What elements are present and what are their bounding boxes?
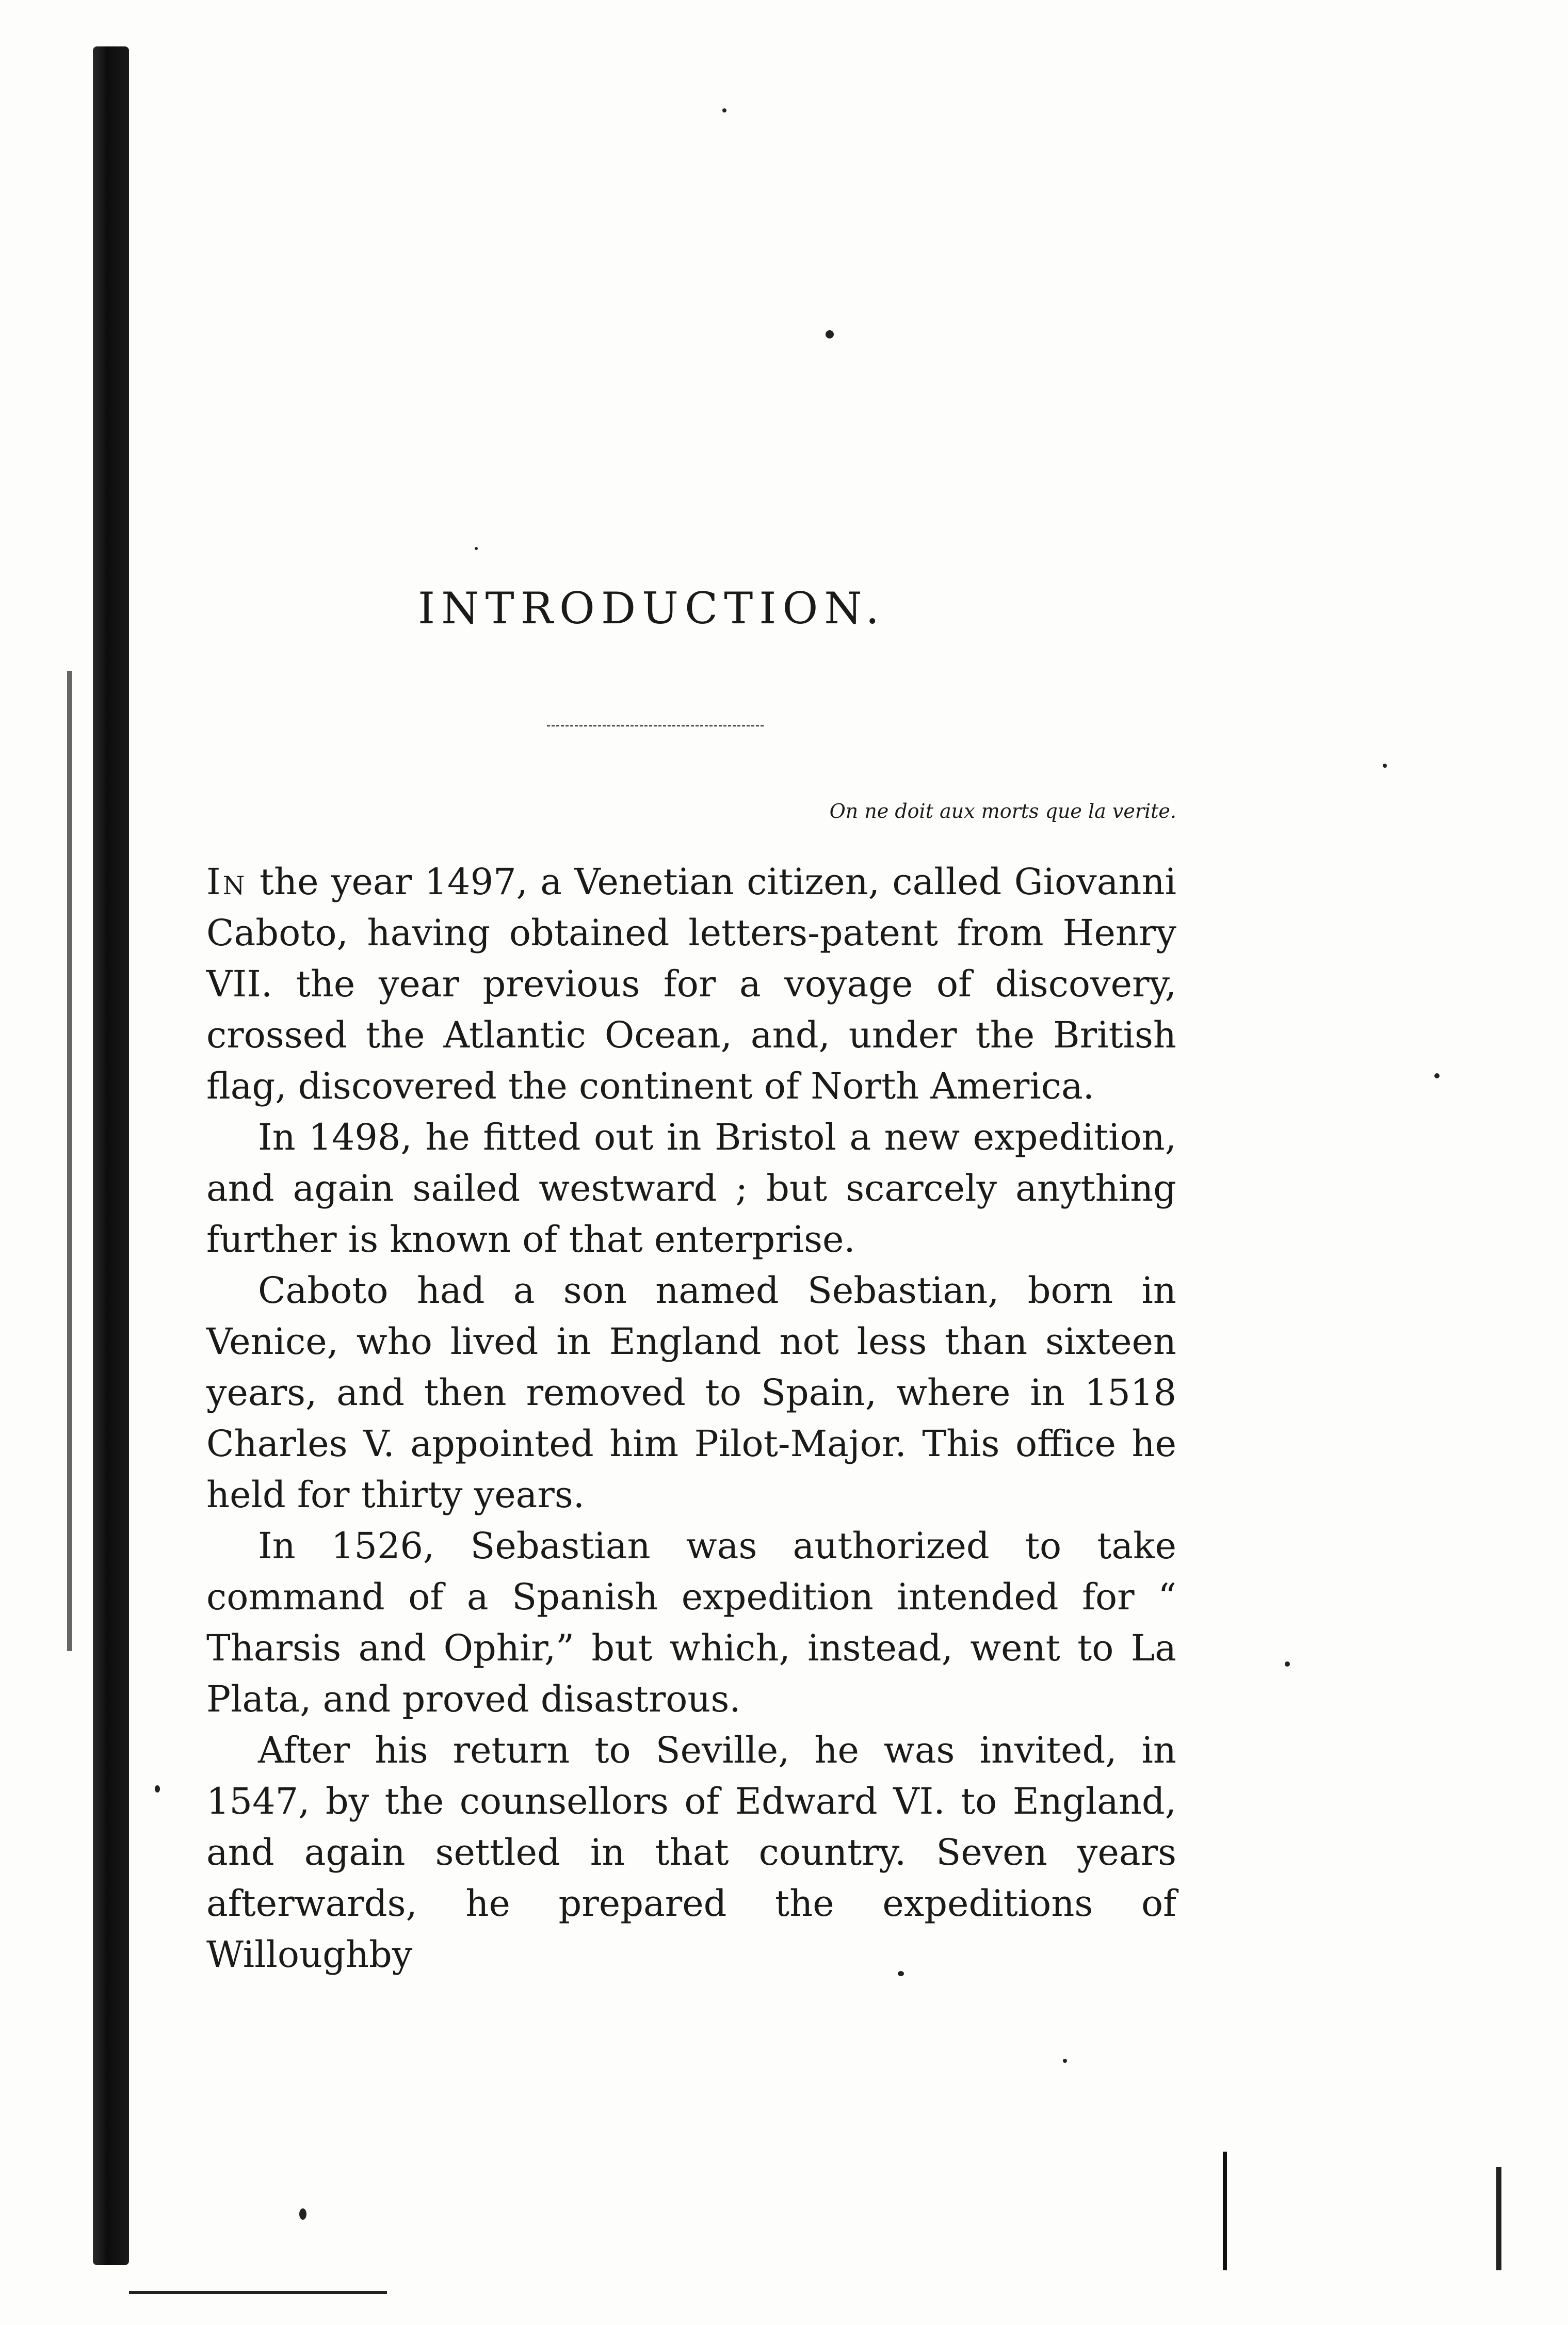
right-edge-mark-outer bbox=[1496, 2167, 1501, 2270]
right-edge-mark bbox=[1223, 2152, 1227, 2270]
paragraph bbox=[206, 857, 1176, 1112]
scan-speck bbox=[826, 330, 834, 338]
page-title: INTRODUCTION. bbox=[418, 583, 886, 634]
binding-edge-line bbox=[67, 671, 72, 1651]
scan-speck bbox=[1383, 764, 1387, 768]
body-text bbox=[206, 857, 1176, 1980]
paragraph bbox=[206, 1725, 1176, 1980]
scan-speck bbox=[475, 547, 478, 550]
title-divider bbox=[547, 725, 764, 726]
scan-speck bbox=[722, 108, 726, 112]
binding-gutter bbox=[93, 46, 129, 2265]
epigraph: On ne doit aux morts que la verite. bbox=[829, 800, 1176, 822]
scan-speck bbox=[299, 2208, 306, 2220]
paragraph-text: After his return to Seville, he was invited, in 1547, by the counsellors of Edward VI. to England, and again settled in that country. Seven years afterwards, he prepared the expeditions of Willoughby bbox=[206, 1729, 1176, 1976]
paragraph bbox=[206, 1112, 1176, 1265]
scan-speck bbox=[1063, 2059, 1067, 2063]
scan-speck bbox=[1434, 1073, 1440, 1078]
paragraph-text: Caboto had a son named Sebastian, born in Venice, who lived in England not less than sixteen years, and then removed to Spain, where in 1518 Charles V. appointed him Pilot-Major. This office he held for thirty years. bbox=[206, 1269, 1176, 1516]
paragraph bbox=[206, 1521, 1176, 1725]
paragraph-text: In 1498, he fitted out in Bristol a new expedition, and again sailed westward ; but scarcely anything further is known of that enterprise. bbox=[206, 1116, 1176, 1261]
scan-speck bbox=[1285, 1661, 1290, 1667]
bottom-edge-mark bbox=[129, 2291, 387, 2294]
paragraph-lead-word: In bbox=[206, 861, 247, 903]
paragraph-text: In 1526, Sebastian was authorized to take command of a Spanish expedition intended for “ Tharsis and Ophir,” but which, instead, went to La Plata, and proved disastrous. bbox=[206, 1525, 1176, 1720]
paragraph bbox=[206, 1265, 1176, 1521]
paragraph-text: the year 1497, a Venetian citizen, called Giovanni Caboto, having obtained letters-patent from Henry VII. the year previous for a voyage of discovery, crossed the Atlantic Ocean, and, under the British flag, discovered the continent of North America. bbox=[206, 861, 1176, 1107]
scan-speck bbox=[155, 1785, 160, 1793]
